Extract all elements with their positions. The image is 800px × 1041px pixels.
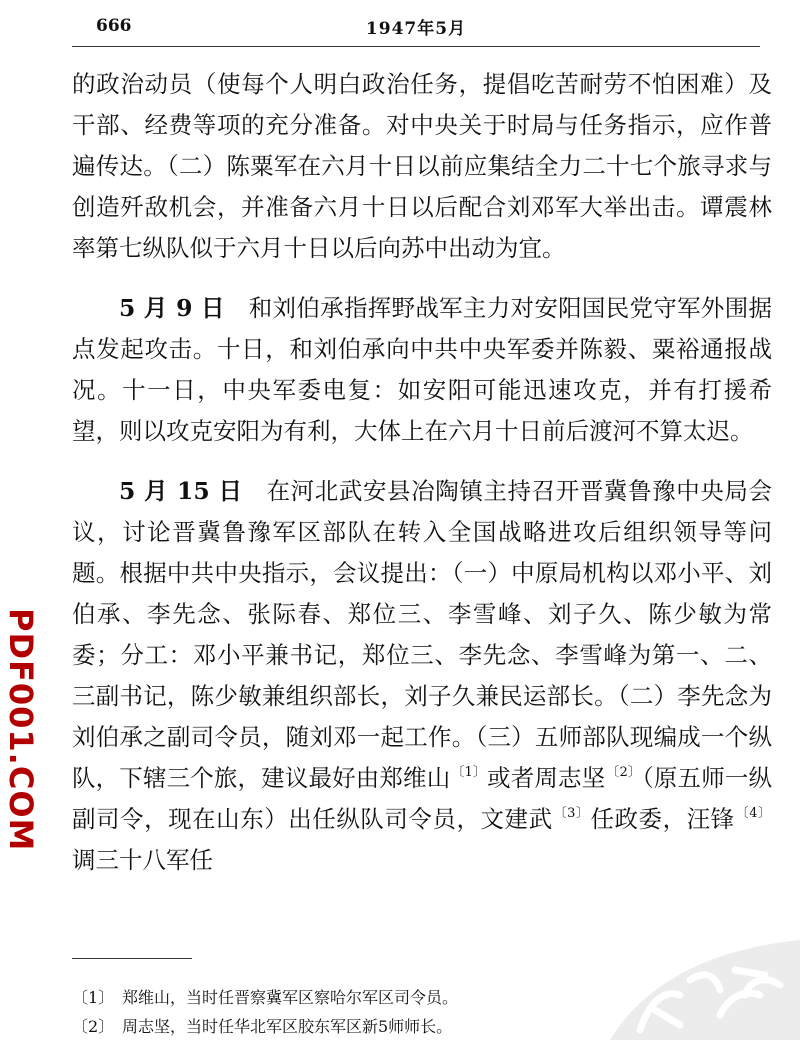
footnote-ref[interactable]: 〔1〕 <box>451 765 487 780</box>
header-rule <box>72 46 760 47</box>
body-text <box>72 64 772 881</box>
footnote-text: 郑维山，当时任晋察冀军区察哈尔军区司令员。 <box>122 988 459 1007</box>
entry-date: 5 月 9 日 <box>119 294 225 322</box>
entry-text: 在河北武安县冶陶镇主持召开晋冀鲁豫中央局会议，讨论晋冀鲁豫军区部队在转入全国战略进攻后组织领导等问题。根据中共中央指示，会议提出：（一）中原局机构以邓小平、刘伯承、李先念、张际春、郑位三、李雪峰、刘子久、陈少敏为常委；分工：邓小平兼书记，郑位三、李先念、李雪峰为第一、二、三副书记，陈少敏兼组织部长，刘子久兼民运部长。（二）李先念为刘伯承之副司令员，随刘邓一起工作。（三）五师部队现编成一个纵队，下辖三个旅，建议最好由郑维山 <box>72 477 772 792</box>
footnote-ref[interactable]: 〔3〕 <box>553 806 590 821</box>
footnote-marker: 〔1〕 <box>72 988 115 1007</box>
footnote-ref[interactable]: 〔2〕 <box>606 765 642 780</box>
running-head: 1947年5月 <box>365 19 467 39</box>
entry-may-15 <box>72 471 772 881</box>
entry-text: （原五师一纵副司令，现在山东）出任纵队司令员，文建武 <box>72 764 772 833</box>
entry-text: 任政委，汪锋 <box>590 805 735 833</box>
entry-text: 调三十八军任 <box>72 846 213 874</box>
watermark-text: PDF001.COM <box>2 608 40 852</box>
page-header <box>72 10 760 40</box>
footnote-text: 周志坚，当时任华北军区胶东军区新5师师长。 <box>122 1017 453 1036</box>
page-number: 666 <box>96 16 132 36</box>
footnote-rule <box>72 958 192 959</box>
paragraph-continuation <box>72 64 772 269</box>
footnote-ref[interactable]: 〔4〕 <box>735 806 772 821</box>
entry-text: 或者周志坚 <box>487 764 606 792</box>
footnote-marker: 〔2〕 <box>72 1017 115 1036</box>
entry-may-9 <box>72 288 772 452</box>
seal-watermark-icon <box>570 830 800 1040</box>
entry-text: 和刘伯承指挥野战军主力对安阳国民党守军外围据点发起攻击。十日，和刘伯承向中共中央军委并陈毅、粟裕通报战况。十一日，中央军委电复：如安阳可能迅速攻克，并有打援希望，则以攻克安阳为有利，大体上在六月十日前后渡河不算太迟。 <box>72 294 773 445</box>
entry-date: 5 月 15 日 <box>119 477 243 505</box>
paragraph-text: 的政治动员（使每个人明白政治任务，提倡吃苦耐劳不怕困难）及干部、经费等项的充分准备。对中央关于时局与任务指示，应作普遍传达。（二）陈粟军在六月十日以前应集结全力二十七个旅寻求与创造歼敌机会，并准备六月十日以后配合刘邓军大举出击。谭震林率第七纵队似于六月十日以后向苏中出动为宜。 <box>72 70 772 262</box>
